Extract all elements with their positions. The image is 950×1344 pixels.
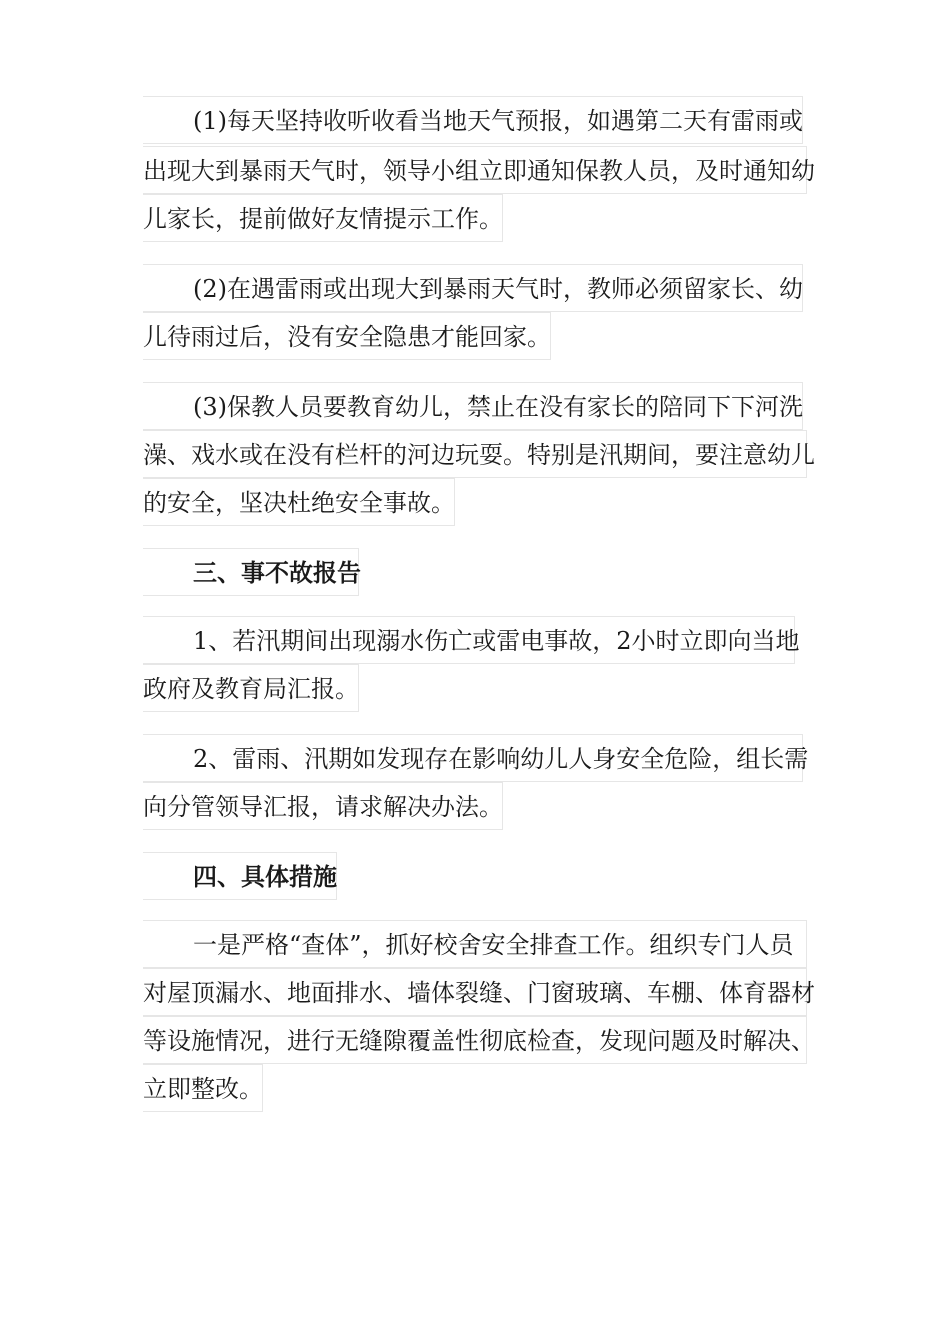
measure-line-2: 对屋顶漏水、地面排水、墙体裂缝、门窗玻璃、车棚、体育器材 xyxy=(143,968,807,1016)
paragraph-1-line-2: 出现大到暴雨天气时，领导小组立即通知保教人员，及时通知幼 xyxy=(143,146,807,194)
item-1-line-2: 政府及教育局汇报。 xyxy=(143,664,359,712)
item-2-line-2: 向分管领导汇报，请求解决办法。 xyxy=(143,782,503,830)
paragraph-1-line-1: (1)每天坚持收听收看当地天气预报，如遇第二天有雷雨或 xyxy=(143,96,803,144)
section-heading-4: 四、具体措施 xyxy=(143,852,337,900)
paragraph-2-line-1: (2)在遇雷雨或出现大到暴雨天气时，教师必须留家长、幼 xyxy=(143,264,803,312)
section-heading-3: 三、事不故报告 xyxy=(143,548,359,596)
paragraph-1-line-3: 儿家长，提前做好友情提示工作。 xyxy=(143,194,503,242)
measure-line-3: 等设施情况，进行无缝隙覆盖性彻底检查，发现问题及时解决、 xyxy=(143,1016,807,1064)
measure-line-1: 一是严格“查体”，抓好校舍安全排查工作。组织专门人员 xyxy=(143,920,807,968)
item-1-line-1: 1、若汛期间出现溺水伤亡或雷电事故，2小时立即向当地 xyxy=(143,616,795,664)
paragraph-3-line-3: 的安全，坚决杜绝安全事故。 xyxy=(143,478,455,526)
paragraph-2-line-2: 儿待雨过后，没有安全隐患才能回家。 xyxy=(143,312,551,360)
paragraph-3-line-1: (3)保教人员要教育幼儿，禁止在没有家长的陪同下下河洗 xyxy=(143,382,803,430)
paragraph-3-line-2: 澡、戏水或在没有栏杆的河边玩耍。特别是汛期间，要注意幼儿 xyxy=(143,430,807,478)
item-2-line-1: 2、雷雨、汛期如发现存在影响幼儿人身安全危险，组长需 xyxy=(143,734,803,782)
measure-line-4: 立即整改。 xyxy=(143,1064,263,1112)
